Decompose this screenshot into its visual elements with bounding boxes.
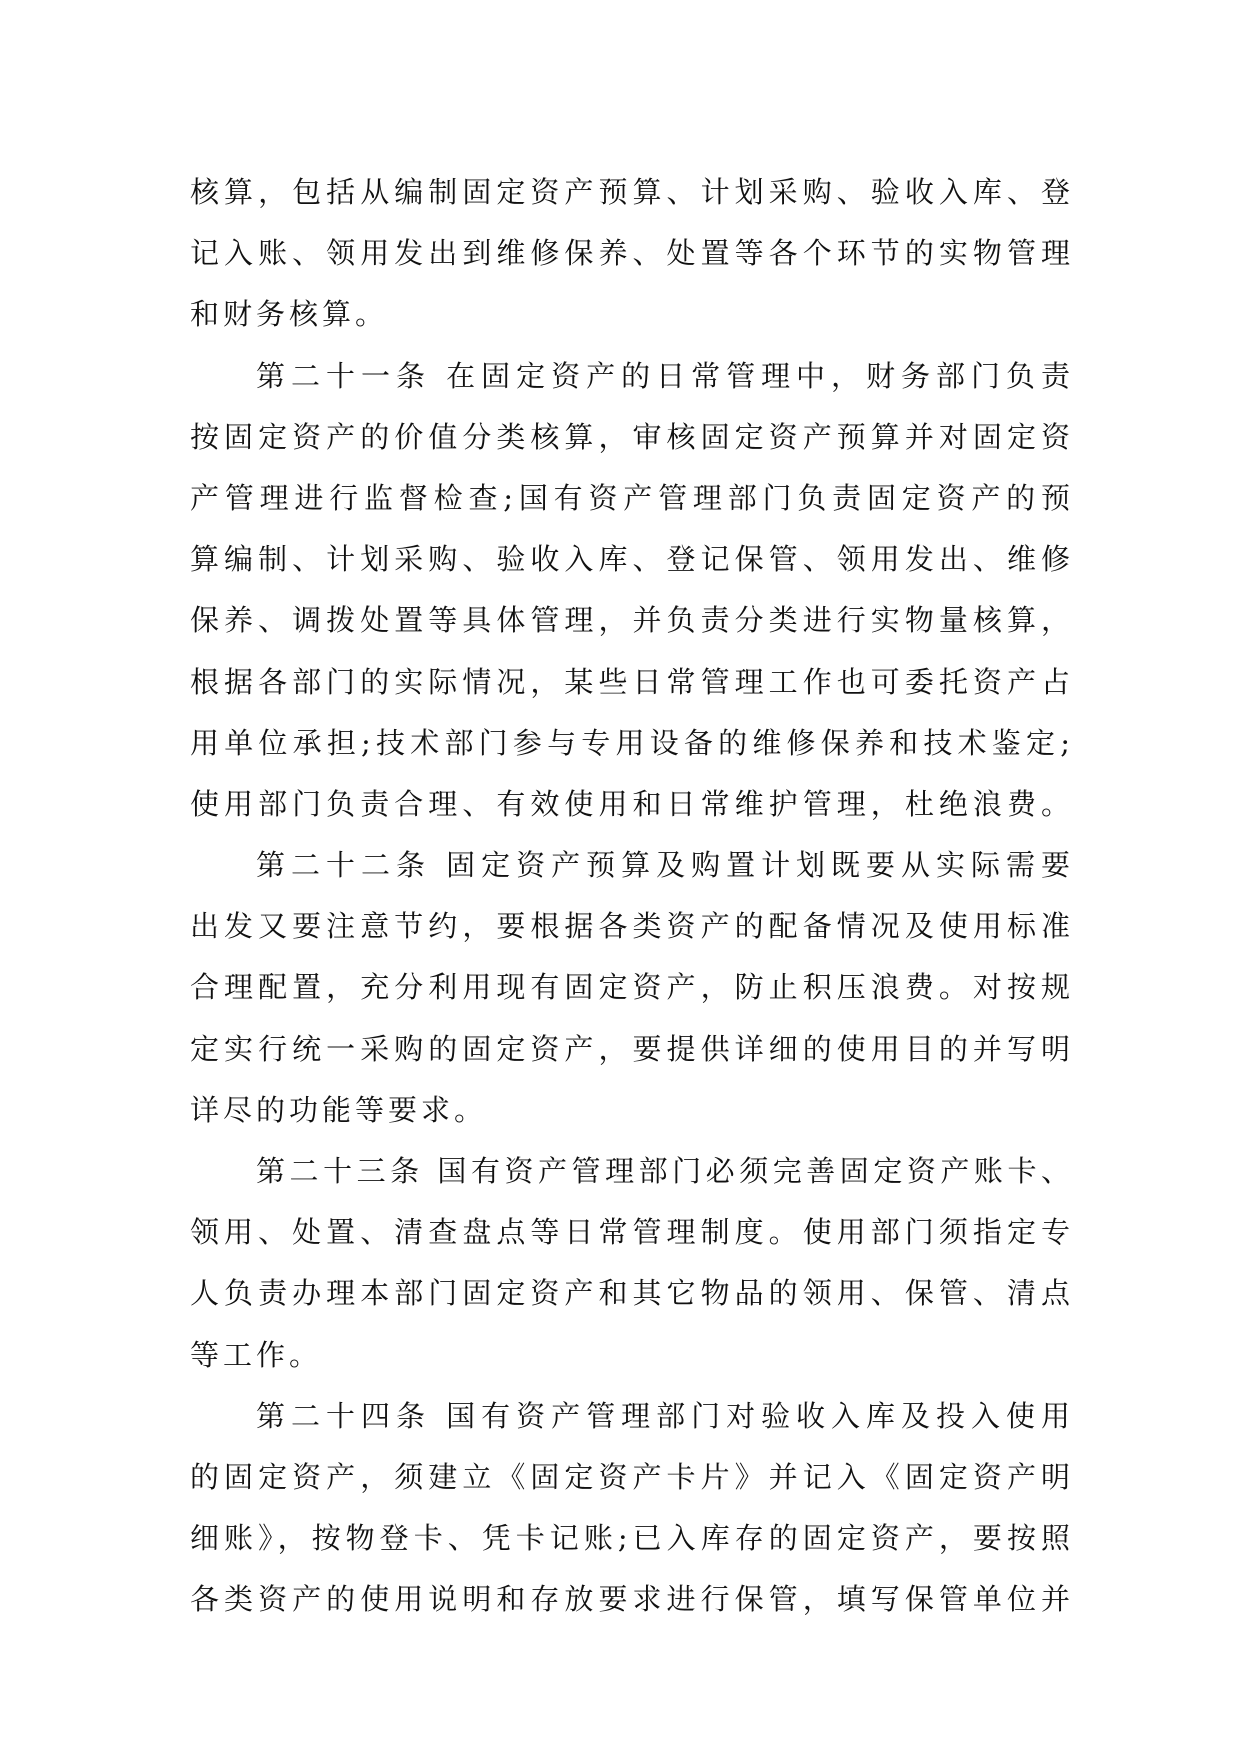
text-line: 保养、调拨处置等具体管理，并负责分类进行实物量核算， bbox=[190, 603, 1070, 638]
text-line: 的固定资产，须建立《固定资产卡片》并记入《固定资产明 bbox=[190, 1459, 1070, 1494]
text-line: 按固定资产的价值分类核算，审核固定资产预算并对固定资 bbox=[190, 419, 1070, 454]
text-line: 各类资产的使用说明和存放要求进行保管，填写保管单位并 bbox=[190, 1582, 1070, 1617]
text-line: 第二十二条 固定资产预算及购置计划既要从实际需要 bbox=[256, 848, 1070, 883]
text-line: 记入账、领用发出到维修保养、处置等各个环节的实物管理 bbox=[190, 236, 1070, 271]
text-line: 第二十三条 国有资产管理部门必须完善固定资产账卡、 bbox=[256, 1154, 1070, 1188]
document-body bbox=[190, 162, 1070, 1631]
text-line: 第二十四条 国有资产管理部门对验收入库及投入使用 bbox=[256, 1398, 1070, 1433]
text-line: 定实行统一采购的固定资产，要提供详细的使用目的并写明 bbox=[190, 1031, 1070, 1066]
text-line: 细账》，按物登卡、凭卡记账;已入库存的固定资产，要按照 bbox=[190, 1521, 1070, 1556]
text-line: 出发又要注意节约，要根据各类资产的配备情况及使用标准 bbox=[190, 909, 1070, 944]
text-line: 使用部门负责合理、有效使用和日常维护管理，杜绝浪费。 bbox=[190, 786, 1070, 821]
text-line: 领用、处置、清查盘点等日常管理制度。使用部门须指定专 bbox=[190, 1215, 1070, 1250]
text-line: 第二十一条 在固定资产的日常管理中，财务部门负责 bbox=[256, 358, 1070, 393]
text-line: 等工作。 bbox=[190, 1337, 323, 1372]
text-line: 产管理进行监督检查;国有资产管理部门负责固定资产的预 bbox=[190, 480, 1070, 515]
text-line: 和财务核算。 bbox=[190, 297, 389, 332]
text-line: 核算，包括从编制固定资产预算、计划采购、验收入库、登 bbox=[190, 175, 1070, 209]
text-line: 合理配置，充分利用现有固定资产，防止积压浪费。对按规 bbox=[190, 970, 1070, 1005]
text-line: 算编制、计划采购、验收入库、登记保管、领用发出、维修 bbox=[190, 542, 1070, 577]
text-line: 详尽的功能等要求。 bbox=[190, 1092, 488, 1127]
text-line: 用单位承担;技术部门参与专用设备的维修保养和技术鉴定; bbox=[190, 725, 1070, 760]
text-line: 根据各部门的实际情况，某些日常管理工作也可委托资产占 bbox=[190, 664, 1070, 699]
text-line: 人负责办理本部门固定资产和其它物品的领用、保管、清点 bbox=[190, 1276, 1070, 1311]
